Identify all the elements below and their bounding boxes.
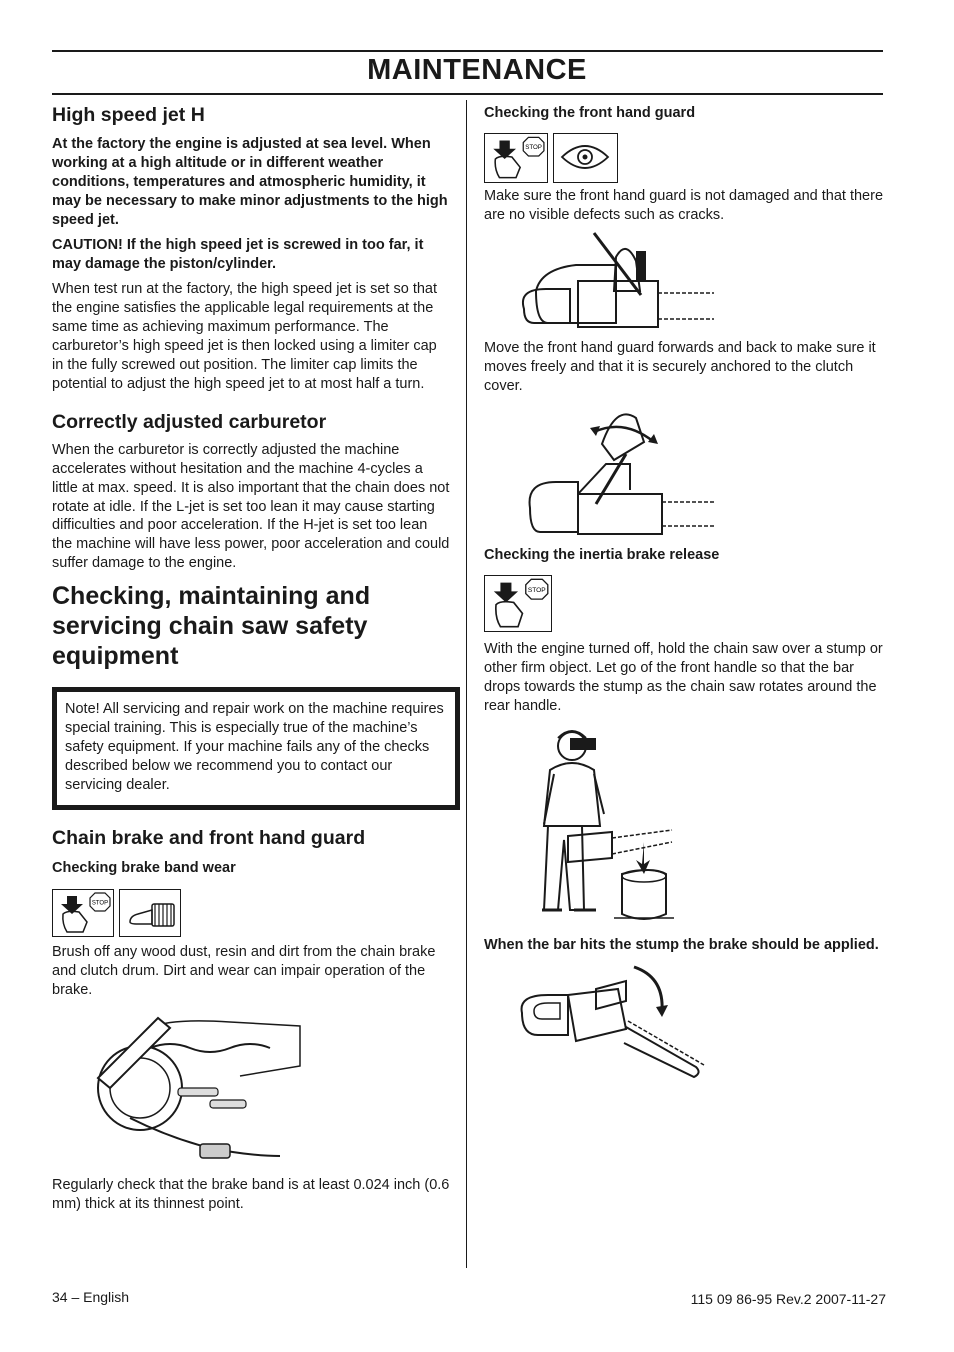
high-speed-intro: At the factory the engine is adjusted at sea level. When working at a high altitude or in different weather conditions, temperatures and atmospheric humidity, it may be necessary to make minor adjustments to the high speed jet. (52, 136, 448, 229)
inertia-body: With the engine turned off, hold the chain saw over a stump or other firm object. Let go of the front handle so that the bar drops towards the stump as the chain saw rotates around the rear handle. (484, 640, 883, 714)
engine-stop-icon (484, 133, 548, 183)
front-guard-icons (484, 133, 884, 183)
note-box (52, 687, 460, 810)
front-guard-illustration (516, 231, 716, 331)
operator-stump-illustration (514, 724, 684, 930)
heading-safety-equipment: Checking, maintaining and servicing chain saw safety equipment (52, 582, 371, 671)
heading-high-speed-jet: High speed jet H (52, 104, 205, 126)
heading-chain-brake: Chain brake and front hand guard (52, 827, 366, 850)
svg-text:STOP: STOP (525, 144, 542, 152)
caution-text: CAUTION! If the high speed jet is screwed in too far, it may damage the piston/cylinder. (52, 237, 424, 273)
inspect-eye-icon (553, 133, 618, 183)
subheading-inertia: Checking the inertia brake release (484, 546, 720, 563)
page-title: MAINTENANCE (367, 54, 587, 86)
subheading-brake-band: Checking brake band wear (52, 859, 236, 876)
high-speed-body: When test run at the factory, the high speed jet is set so that the engine satisfies the applicable legal requirements at the same time as achieving maximum performance. The carburetor’s high speed jet is then locked using a limiter cap in the fully screwed out position. The limiter cap limits the potential to adjust the high speed jet to at most half a turn. (52, 281, 438, 393)
right-column (484, 100, 884, 1083)
engine-stop-icon (484, 575, 552, 632)
brake-band-body1: Brush off any wood dust, resin and dirt from the chain brake and clutch drum. Dirt and wear can impair operation of the brake. (52, 943, 436, 998)
inertia-icons (484, 575, 884, 632)
top-rule (52, 50, 883, 52)
footer-doc-id: 115 09 86-95 Rev.2 2007-11-27 (690, 1291, 886, 1307)
front-guard-body1: Make sure the front hand guard is not damaged and that there are no visible defects such as cracks. (484, 187, 884, 223)
title-rule (52, 93, 883, 95)
brake-band-body2: Regularly check that the brake band is at least 0.024 inch (0.6 mm) thick at its thinnest point. (52, 1176, 450, 1212)
note-text: Note! All servicing and repair work on the machine requires special training. This is especially true of the machine’s safety equipment. If your machine fails any of the checks described below we recommend you to contact our servicing dealer. (65, 701, 444, 794)
brush-icon (119, 889, 181, 937)
front-guard-move-illustration (516, 404, 716, 540)
brake-band-icons (52, 889, 450, 937)
footer-page-number: 34 – English (52, 1289, 130, 1305)
svg-text:STOP: STOP (91, 900, 109, 907)
carburetor-body: When the carburetor is correctly adjusted the machine accelerates without hesitation and the machine 4-cycles a little at max. speed. It is also important that the chain does not rotate at idle. If the L-jet is set too lean it may cause starting difficulties and poor acceleration. If the H-jet is set too lean the machine will have less power, poor acceleration and could suffer damage to the engine. (52, 441, 450, 572)
column-divider (466, 100, 467, 1268)
engine-stop-icon (52, 889, 114, 937)
inertia-result: When the bar hits the stump the brake should be applied. (484, 936, 879, 953)
heading-carburetor: Correctly adjusted carburetor (52, 411, 327, 434)
subheading-front-guard: Checking the front hand guard (484, 105, 696, 121)
svg-text:STOP: STOP (527, 586, 546, 594)
brake-applied-illustration (516, 963, 716, 1083)
left-column (52, 100, 450, 1214)
brake-band-illustration (90, 1008, 320, 1170)
front-guard-body2: Move the front hand guard forwards and back to make sure it moves freely and that it is securely anchored to the clutch cover. (484, 339, 876, 394)
